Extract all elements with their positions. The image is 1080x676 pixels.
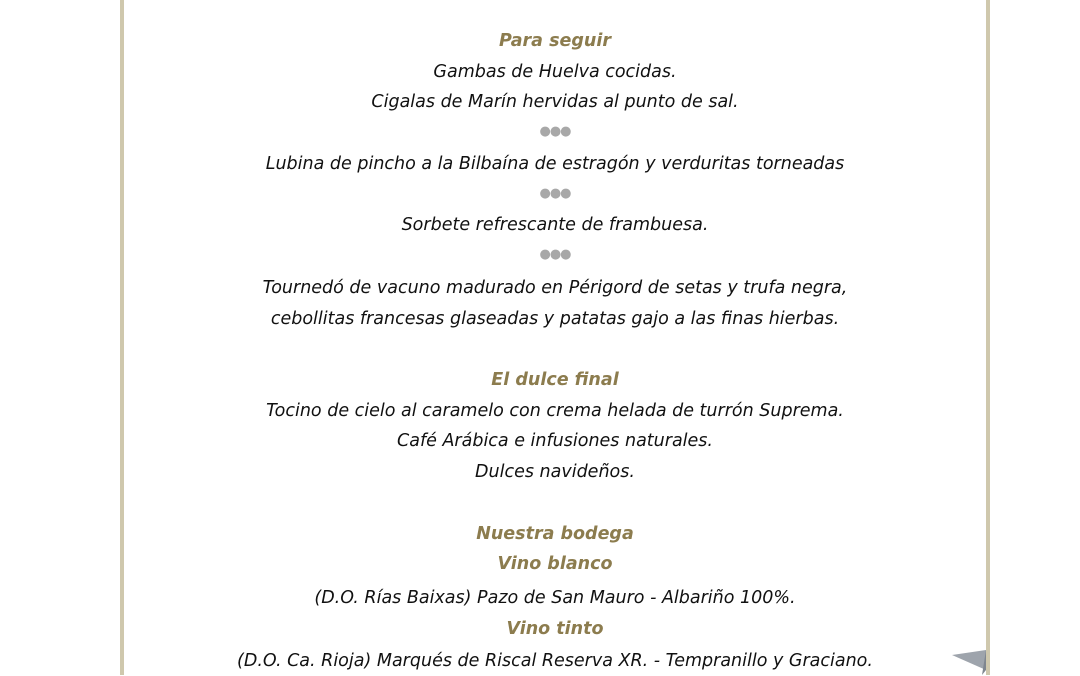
wine-heading-tinto: Vino tinto [506, 619, 604, 639]
section-heading-dulce-final: El dulce final [491, 370, 619, 390]
separator-dots: ●●● [539, 186, 571, 201]
wine-item-blanco: (D.O. Rías Baixas) Pazo de San Mauro - Albariño 100%. [314, 588, 796, 608]
page-border-right [986, 0, 990, 675]
separator-dots: ●●● [539, 247, 571, 262]
menu-item: Sorbete refrescante de frambuesa. [401, 215, 709, 235]
menu-item: Cigalas de Marín hervidas al punto de sal. [371, 92, 739, 112]
menu-item: Tocino de cielo al caramelo con crema helada de turrón Suprema. [266, 401, 844, 421]
page-curl-icon [952, 650, 986, 675]
wine-heading-blanco: Vino blanco [497, 554, 613, 574]
separator-dots: ●●● [539, 124, 571, 139]
section-heading-bodega: Nuestra bodega [476, 524, 634, 544]
menu-item: Tournedó de vacuno madurado en Périgord de setas y trufa negra, [262, 278, 848, 298]
menu-item: Lubina de pincho a la Bilbaína de estragón y verduritas torneadas [265, 154, 845, 174]
menu-item: Dulces navideños. [475, 462, 635, 482]
menu-item: Gambas de Huelva cocidas. [433, 62, 677, 82]
wine-item-tinto: (D.O. Ca. Rioja) Marqués de Riscal Reserva XR. - Tempranillo y Graciano. [237, 651, 873, 671]
menu-item: cebollitas francesas glaseadas y patatas gajo a las finas hierbas. [270, 309, 840, 329]
menu-item: Café Arábica e infusiones naturales. [397, 431, 713, 451]
section-heading-para-seguir: Para seguir [499, 31, 611, 51]
